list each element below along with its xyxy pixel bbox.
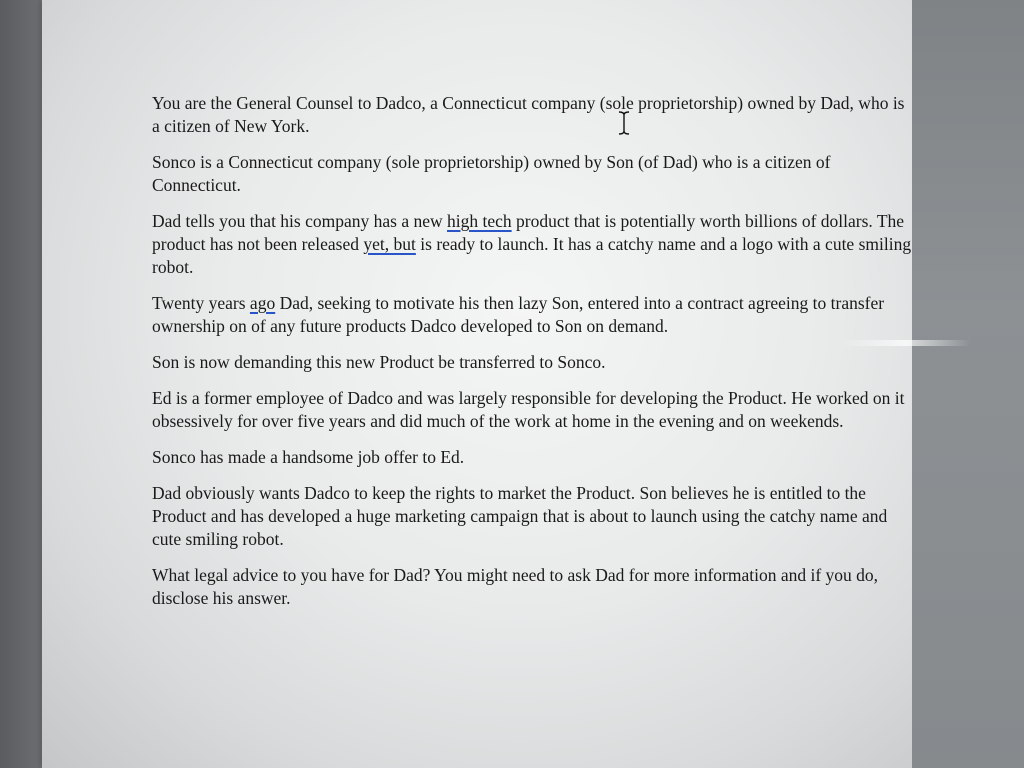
paragraph-3-text-a: Dad tells you that his company has a new: [152, 211, 448, 231]
screen-bezel-right: [912, 0, 1024, 768]
paragraph-9[interactable]: [152, 564, 912, 610]
document-body[interactable]: [152, 92, 912, 623]
grammar-flag-yet-but[interactable]: yet, but: [363, 234, 416, 254]
paragraph-8-text: Dad obviously wants Dadco to keep the rights to market the Product. Son believes he is entitled to the Product and has developed a huge marketing campaign that is about to launch using the catchy name and cute smiling robot.: [152, 483, 888, 549]
paragraph-2[interactable]: [152, 151, 912, 197]
paragraph-3-text-b: product that is potentially worth billions of dollars. The product has not been released: [152, 211, 905, 254]
paragraph-4-text-a: Twenty years: [152, 293, 250, 313]
paragraph-1-text: You are the General Counsel to Dadco, a Connecticut company (sole proprietorship) owned by Dad, who is a citizen of New York.: [152, 93, 905, 136]
screen-glare: [840, 340, 970, 346]
paragraph-6-text: Ed is a former employee of Dadco and was largely responsible for developing the Product. He worked on it obsessively for over five years and did much of the work at home in the evening and on weekends.: [152, 388, 905, 431]
paragraph-8[interactable]: [152, 482, 912, 551]
grammar-flag-ago[interactable]: ago: [249, 293, 276, 313]
paragraph-6[interactable]: [152, 387, 912, 433]
paragraph-9-text: What legal advice to you have for Dad? You might need to ask Dad for more information and if you do, disclose his answer.: [152, 565, 879, 608]
grammar-flag-high-tech[interactable]: high tech: [447, 211, 512, 231]
paragraph-3[interactable]: [152, 210, 912, 279]
document-page[interactable]: [42, 0, 912, 768]
paragraph-2-text: Sonco is a Connecticut company (sole proprietorship) owned by Son (of Dad) who is a citizen of Connecticut.: [152, 152, 831, 195]
paragraph-7[interactable]: [152, 446, 912, 469]
paragraph-1[interactable]: [152, 92, 912, 138]
text-cursor-icon: [618, 111, 630, 135]
paragraph-4[interactable]: [152, 292, 912, 338]
paragraph-7-text: Sonco has made a handsome job offer to Ed.: [152, 447, 465, 467]
paragraph-4-text-b: Dad, seeking to motivate his then lazy Son, entered into a contract agreeing to transfer ownership on of any future products Dadco developed to Son on demand.: [152, 293, 885, 336]
paragraph-3-text-c: is ready to launch. It has a catchy name and a logo with a cute smiling robot.: [152, 234, 912, 277]
paragraph-5-text: Son is now demanding this new Product be transferred to Sonco.: [152, 352, 606, 372]
paragraph-5[interactable]: [152, 351, 912, 374]
